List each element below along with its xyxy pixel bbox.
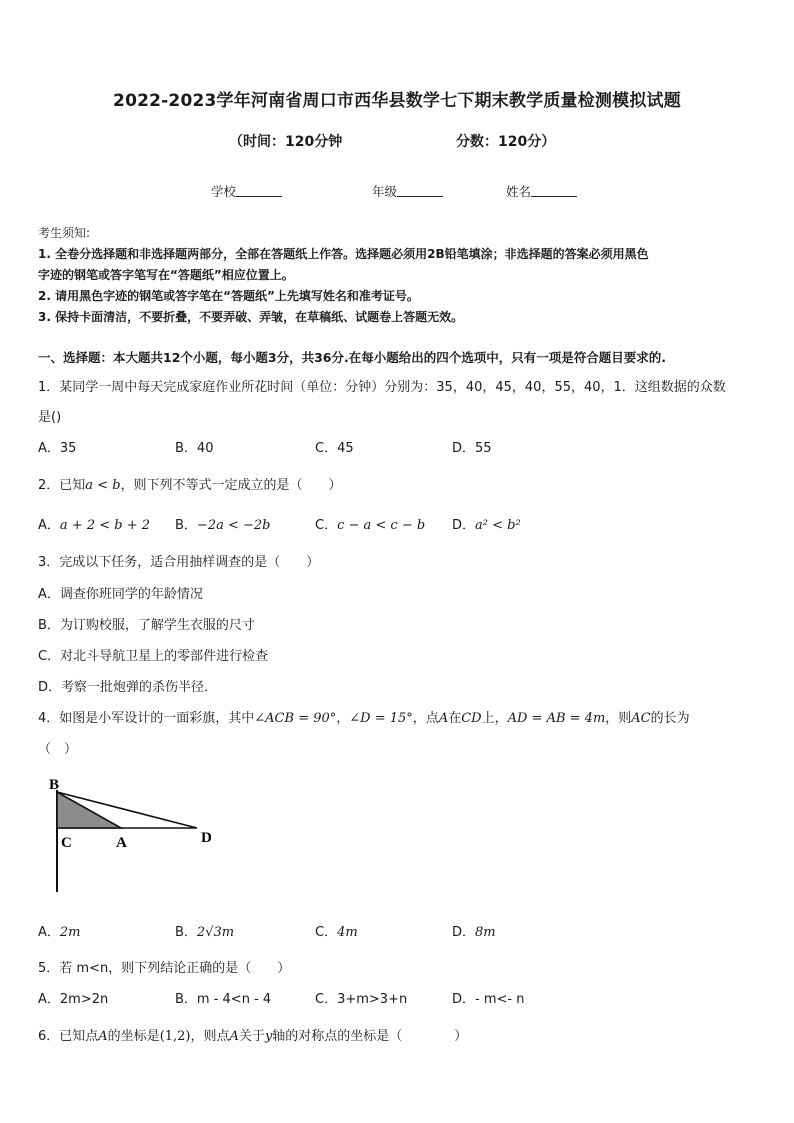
q4-text	[38, 707, 690, 726]
notice-heading: 考生须知:	[38, 226, 91, 240]
name-blank[interactable]	[531, 184, 577, 197]
q6-y-axis: y	[264, 1029, 273, 1044]
label-c: C	[61, 835, 72, 851]
q4-p1: 4．如图是小军设计的一面彩旗，其中	[38, 711, 255, 726]
notice-line-3: 3. 保持卡面清洁，不要折叠，不要弄破、弄皱，在草稿纸、试题卷上答题无效。	[38, 310, 464, 324]
q3-text: 3．完成以下任务，适合用抽样调查的是（ ）	[38, 555, 320, 570]
q4-p2: ，	[336, 711, 350, 726]
q6-coord: (1,2)	[159, 1029, 191, 1044]
notice-line-2: 2. 请用黑色字迹的钢笔或答字笔在“答题纸”上先填写姓名和准考证号。	[38, 289, 419, 303]
q4-option-a-label: A．	[38, 925, 60, 940]
q2-pre: 2．已知	[38, 478, 86, 493]
q4-p7: 的长为	[650, 711, 690, 726]
flag-figure	[40, 772, 230, 897]
q5-text: 5．若 m<n，则下列结论正确的是（ ）	[38, 961, 291, 976]
q4-m5: AD = AB = 4m	[507, 711, 606, 726]
q4-option-d-math: 8m	[475, 925, 496, 940]
q3-option-c[interactable]: C．对北斗导航卫星上的零部件进行检查	[38, 649, 269, 664]
notice-line-1: 1. 全卷分选择题和非选择题两部分，全部在答题纸上作答。选择题必须用2B铅笔填涂；非选择题的答案必须用黑色	[38, 247, 649, 261]
q4-option-c-label: C．	[315, 925, 338, 940]
exam-title: 2022-2023学年河南省周口市西华县数学七下期末教学质量检测模拟试题	[113, 91, 681, 111]
q2-option-c-math: c − a < c − b	[337, 518, 426, 533]
q2-option-b[interactable]	[175, 514, 270, 533]
q4-p6: ，则	[605, 711, 632, 726]
q2-option-c-label: C．	[315, 518, 338, 533]
q2-condition: a < b	[85, 478, 121, 493]
q1-option-d[interactable]: D．55	[452, 441, 492, 456]
q4-m6: AC	[631, 711, 651, 726]
q4-option-d-label: D．	[452, 925, 476, 940]
q2-post: ，则下列不等式一定成立的是（ ）	[120, 478, 342, 493]
q6-point-a: A	[98, 1029, 108, 1044]
q2-option-d-math: a² < b²	[475, 518, 521, 533]
q2-option-d[interactable]	[452, 514, 521, 533]
q2-option-a-label: A．	[38, 518, 60, 533]
q1-option-b[interactable]: B．40	[175, 441, 214, 456]
q4-option-a[interactable]	[38, 921, 81, 940]
q3-option-d[interactable]: D．考察一批炮弹的杀伤半径．	[38, 680, 218, 695]
q2-option-b-label: B．	[175, 518, 197, 533]
q4-bracket: （ ）	[38, 742, 78, 757]
school-field[interactable]	[211, 182, 282, 200]
q2-option-a[interactable]	[38, 514, 150, 533]
q1-option-c[interactable]: C．45	[315, 441, 354, 456]
q6-text	[38, 1025, 467, 1044]
q4-p4: 在	[448, 711, 462, 726]
q2-text	[38, 474, 342, 493]
q4-option-c-math: 4m	[337, 925, 358, 940]
q4-m1: ∠ACB = 90°	[254, 711, 337, 726]
q4-m3: A	[438, 711, 449, 726]
q4-p5: 上，	[481, 711, 508, 726]
q6-point-a2: A	[229, 1029, 239, 1044]
name-field[interactable]	[506, 182, 577, 200]
q3-option-a[interactable]: A．调查你班同学的年龄情况	[38, 587, 203, 602]
grade-blank[interactable]	[397, 184, 443, 197]
triangle-bca-shaded	[57, 792, 121, 828]
q6-mid2: ，则点	[190, 1029, 230, 1044]
notice-line-1b: 字迹的钢笔或答字笔写在“答题纸”相应位置上。	[38, 268, 294, 282]
school-label: 学校	[211, 184, 237, 199]
label-d: D	[201, 830, 212, 846]
q2-option-a-math: a + 2 < b + 2	[59, 518, 150, 533]
section-heading: 一、选择题：本大题共12个小题，每小题3分，共36分.在每小题给出的四个选项中，只有一项是符合题目要求的.	[38, 350, 666, 365]
q2-option-b-math: −2a < −2b	[196, 518, 271, 533]
q5-option-a[interactable]: A．2m>2n	[38, 992, 109, 1007]
q6-mid: 的坐标是	[107, 1029, 160, 1044]
q4-option-a-math: 2m	[59, 925, 81, 940]
label-b: B	[49, 777, 60, 793]
grade-field[interactable]	[372, 182, 443, 200]
q4-option-b[interactable]	[175, 921, 234, 940]
q4-option-b-label: B．	[175, 925, 197, 940]
q1-text-2: 是()	[38, 410, 62, 425]
q1-text: 1．某同学一周中每天完成家庭作业所花时间（单位：分钟）分别为：35，40，45，40，55，40，1．这组数据的众数	[38, 380, 726, 395]
q4-option-b-math: 2√3m	[196, 925, 235, 940]
q4-m2: ∠D = 15°	[349, 711, 413, 726]
q3-option-b[interactable]: B．为订购校服，了解学生衣服的尺寸	[38, 618, 255, 633]
q4-m4: CD	[461, 711, 482, 726]
school-blank[interactable]	[236, 184, 282, 197]
q6-pre: 6．已知点	[38, 1029, 99, 1044]
q1-option-a[interactable]: A．35	[38, 441, 77, 456]
exam-time: （时间：120分钟	[229, 134, 343, 150]
label-a: A	[116, 835, 127, 851]
q2-option-d-label: D．	[452, 518, 476, 533]
name-label: 姓名	[506, 184, 532, 199]
q5-option-c[interactable]: C．3+m>3+n	[315, 992, 408, 1007]
q6-mid3: 关于	[238, 1029, 265, 1044]
q2-option-c[interactable]	[315, 514, 425, 533]
q5-option-d[interactable]: D．- m<- n	[452, 992, 525, 1007]
q4-p3: ，点	[412, 711, 439, 726]
q5-option-b[interactable]: B．m - 4<n - 4	[175, 992, 272, 1007]
q4-option-d[interactable]	[452, 921, 496, 940]
grade-label: 年级	[372, 184, 398, 199]
exam-score: 分数：120分）	[456, 134, 556, 150]
q6-post: 轴的对称点的坐标是（ ）	[272, 1029, 468, 1044]
q4-option-c[interactable]	[315, 921, 358, 940]
